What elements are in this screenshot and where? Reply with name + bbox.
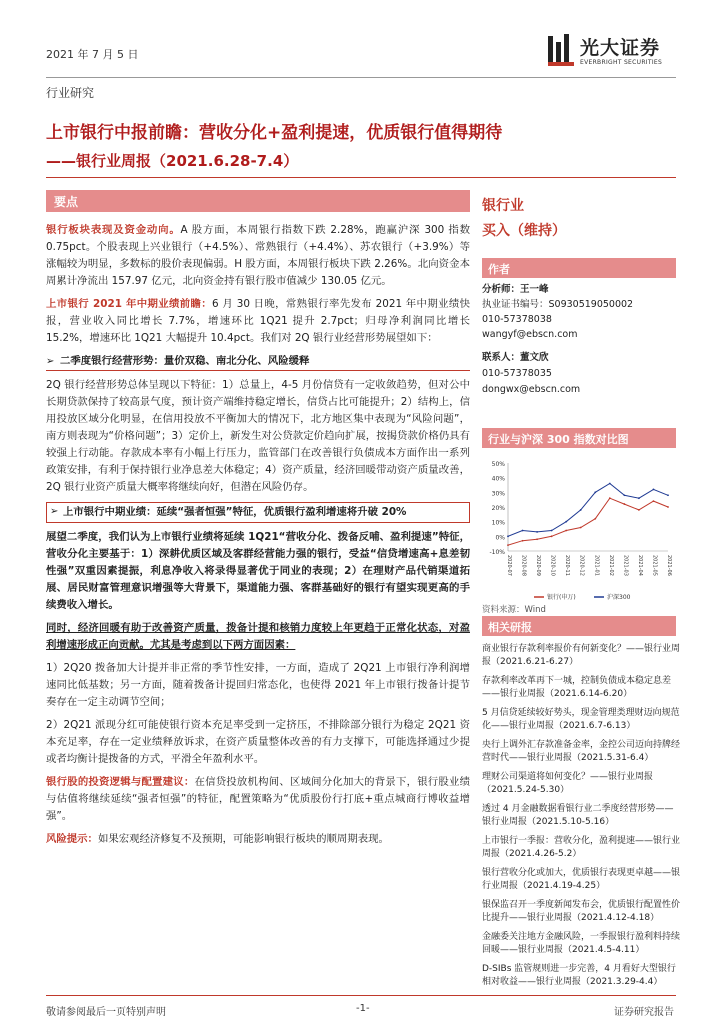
report-title: 上市银行中报前瞻：营收分化+盈利提速，优质银行值得期待: [46, 123, 503, 143]
author-header: 作者: [482, 258, 676, 278]
summary-label: 要点: [54, 195, 79, 209]
y-tick-label: 0%: [495, 534, 505, 542]
data-point: [551, 530, 553, 532]
data-point: [551, 535, 553, 537]
x-tick-label: 2021-02: [607, 555, 614, 576]
data-point: [565, 530, 567, 532]
related-report-item[interactable]: 5 月信贷延续较好势头，现金管理类理财迈向规范化——银行业周报（2021.6.7-6.13）: [482, 708, 680, 731]
data-point: [638, 497, 640, 499]
paragraph-interim-preview: 上市银行 2021 年中期业绩前瞻：6 月 30 日晚，常熟银行率先发布 2021 年中期业绩快报，营业收入同比增长 7.7%，增速环比 1Q21 提升 2.7pct；归母净利润同比增长 15.2%，增速环比 1Q21 大幅提升 10.4pct。我们对 2Q 银行业经营形势展望如下：: [46, 298, 470, 344]
x-tick-label: 2021-04: [636, 555, 643, 576]
contact-phone: 010-57378035: [482, 368, 552, 379]
data-point: [594, 518, 596, 520]
data-point: [580, 509, 582, 511]
rating: 买入（维持）: [482, 223, 566, 239]
data-point: [507, 535, 509, 537]
series-line: [508, 484, 668, 537]
y-tick-label: -10%: [489, 549, 505, 556]
summary-header: [46, 190, 470, 212]
data-point: [609, 497, 611, 499]
x-tick-label: 2020-09: [535, 555, 542, 576]
data-point: [653, 489, 655, 491]
header-divider: [46, 77, 676, 78]
x-tick-label: 2020-07: [506, 555, 512, 576]
data-point: [623, 503, 625, 505]
summary-body: [46, 222, 470, 854]
data-point: [507, 544, 509, 546]
data-point: [536, 538, 538, 540]
data-point: [609, 483, 611, 485]
report-date: 2021 年 7 月 5 日: [46, 48, 139, 61]
x-tick-label: 2020-12: [578, 555, 585, 576]
contact-name: 联系人：董文欣: [482, 352, 549, 363]
related-report-item[interactable]: 商业银行存款利率报价有何新变化？——银行业周报（2021.6.21-6.27）: [482, 644, 681, 667]
analyst-name: 分析师：王一峰: [482, 284, 549, 295]
chart-header: 行业与沪深 300 指数对比图: [482, 428, 676, 448]
related-report-item[interactable]: 上市银行一季报：营收分化，盈利提速——银行业周报（2021.4.26-5.2）: [482, 836, 681, 859]
related-report-item[interactable]: 理财公司渠道将如何变化？——银行业周报（2021.5.24-5.30）: [482, 772, 654, 795]
data-point: [522, 530, 524, 532]
y-tick-label: 40%: [491, 475, 505, 483]
footer-disclaimer: 敬请参阅最后一页特别声明: [46, 1007, 166, 1018]
x-tick-label: 2021-05: [651, 555, 658, 576]
footer-divider: [46, 995, 676, 996]
data-point: [536, 531, 538, 533]
logo-cn: 光大证券: [580, 37, 661, 59]
brand-logo: [546, 30, 696, 74]
related-report-item[interactable]: 金融委关注地方金融风险，一季报银行盈利料持续回暖——银行业周报（2021.4.5-4.11）: [482, 932, 681, 955]
data-point: [565, 521, 567, 523]
logo-en: EVERBRIGHT SECURITIES: [580, 59, 663, 66]
index-comparison-chart: [482, 455, 676, 605]
chart-source: 资料来源：Wind: [482, 605, 546, 615]
paragraph-investment-advice: 银行股的投资逻辑与配置建议：在信贷投放机构间、区域间分化加大的背景下，银行股业绩与估值将继续延续“强者恒强”的特征，配置策略为“优质股份行打底+重点城商行博收益增强”。: [46, 776, 471, 822]
related-report-item[interactable]: D-SIBs 监管规则进一步完善，4 月看好大型银行相对收益——银行业周报（2021.3.29-4.4）: [482, 964, 676, 987]
x-tick-label: 2020-11: [564, 555, 571, 576]
data-point: [623, 494, 625, 496]
related-header: 相关研报: [482, 616, 676, 636]
page-number: -1-: [356, 1003, 370, 1014]
data-point: [667, 494, 669, 496]
chart-svg: [482, 455, 676, 605]
paragraph-q2-features: 2Q 银行经营形势总体呈现以下特征：1）总量上，4-5 月份信贷有一定收敛趋势，但对公中长期贷款保持了较高景气度，预计资产端维持稳定增长，信贷占比可能提升；2）结构上，信用投放区域分化明显，在信用投放不平衡加大的情况下，北方地区集中表现为“风险问题”，南方则表现为“价格问题”；3）定价上，新发生对公贷款定价趋向扩展，按揭贷款价格仍具有较强上行动能。存款成本率有小幅上行压力，监管部门在改善银行负债成本方面作出一系列政策安排，有利于保持银行业净息差大体稳定；4）资产质量，经济回暖带动资产质量改善，2Q 银行业资产质量大概率将继续向好，但潜在风险仍存。: [46, 379, 470, 493]
paragraph-factor-2: 2）2Q21 派现分红可能使银行资本充足率受到一定挤压，不排除部分银行为稳定 2Q21 资本充足率，存在一定业绩释放诉求，在资产质量整体改善的有力支撑下，可能选择通过少提或者均衡计提拨备的方式，平滑全年盈利水平。: [46, 719, 470, 765]
related-report-item[interactable]: 央行上调外汇存款准备金率，金控公司迈向持牌经营时代——银行业周报（2021.5.31-6.4）: [482, 740, 681, 763]
related-report-item[interactable]: 存款利率改革再下一城，控制负债成本稳定息差——银行业周报（2021.6.14-6.20）: [482, 676, 672, 699]
y-tick-label: 30%: [491, 490, 505, 498]
data-point: [653, 500, 655, 502]
y-tick-label: 10%: [491, 519, 505, 527]
x-tick-label: 2020-08: [520, 555, 527, 576]
paragraph-sector-performance: 银行板块表现及资金动向。A 股方面，本周银行指数下跌 2.28%，跑赢沪深 300 指数 0.75pct。个股表现上兴业银行（+4.5%）、常熟银行（+4.4%）、苏农银行（+3.9%）等涨幅较为明显，多数标的股价表现偏弱。H 股方面，本周银行板块下跌 2.26%。北向资金本周累计净流出 157.97 亿元，北向资金持有银行股市值减少 130.05 亿元。: [46, 224, 470, 287]
subheading-interim-earnings: ➢ 上市银行中期业绩：延续“强者恒强”特征，优质银行盈利增速将升破 20%: [46, 502, 470, 523]
related-report-item[interactable]: 银行营收分化或加大，优质银行表现更卓越——银行业周报（2021.4.19-4.25）: [482, 868, 681, 891]
data-point: [594, 491, 596, 493]
industry-name: 银行业: [482, 198, 524, 214]
data-point: [667, 506, 669, 508]
paragraph-outlook: 展望二季度，我们认为上市银行业绩将延续 1Q21“营收分化、拨备反哺、盈利提速”特征， 营收分化主要基于：1）深耕优质区域及客群经营能力强的银行，受益“信贷增速高+息差韧性强”双重因素提振，利息净收入将录得显著优于同业的表现；2）在理财产品代销渠道拓展、居民财富管理意识增强等大背景下，渠道能力强、客群基础好的银行有望实现更高的手续费收入增长。: [46, 531, 470, 611]
title-divider: [46, 177, 676, 178]
y-tick-label: 50%: [491, 461, 505, 468]
paragraph-factor-1: 1）2Q20 拨备加大计提并非正常的季节性安排，一方面，造成了 2Q21 上市银行净利润增速同比低基数；另一方面，随着拨备计提回归常态化，也使得 2021 年上市银行拨备计提节奏存在一定主动调节空间；: [46, 662, 470, 708]
footer-label: 证券研究报告: [614, 1007, 674, 1018]
data-point: [580, 527, 582, 529]
data-point: [522, 540, 524, 542]
x-tick-label: 2021-01: [593, 555, 600, 576]
everbright-logo-icon: [546, 32, 576, 70]
series-line: [508, 498, 668, 545]
data-point: [638, 509, 640, 511]
report-subtitle: ——银行业周报（2021.6.28-7.4）: [46, 152, 299, 170]
related-report-item[interactable]: 银保监召开一季度新闻发布会，优质银行配置性价比提升——银行业周报（2021.4.12-4.18）: [482, 900, 681, 923]
report-category: 行业研究: [46, 86, 95, 100]
x-tick-label: 2020-10: [549, 555, 556, 576]
legend-label: 银行(申万): [547, 594, 576, 601]
contact-email[interactable]: dongwx@ebscn.com: [482, 384, 581, 395]
x-tick-label: 2021-06: [666, 555, 672, 576]
x-tick-label: 2021-03: [622, 555, 629, 576]
paragraph-risk: 风险提示：如果宏观经济修复不及预期，可能影响银行板块的顺周期表现。: [46, 833, 389, 845]
legend-label: 沪深300: [607, 594, 631, 601]
paragraph-asset-quality: 同时，经济回暖有助于改善资产质量，拨备计提和核销力度较上年更趋于正常化状态，对盈利增速形成正向贡献。尤其是考虑到以下两方面因素：: [46, 622, 470, 651]
related-report-item[interactable]: 透过 4 月金融数据看银行业二季度经营形势——银行业周报（2021.5.10-5.16）: [482, 804, 674, 827]
related-reports: [482, 643, 682, 995]
subheading-q2-operations: ➢ 二季度银行经营形势：量价双稳、南北分化、风险缓释: [46, 353, 470, 371]
analyst-phone: 010-57378038: [482, 314, 552, 325]
analyst-email[interactable]: wangyf@ebscn.com: [482, 329, 578, 340]
analyst-license: 执业证书编号：S0930519050002: [482, 299, 634, 310]
y-tick-label: 20%: [491, 505, 505, 512]
